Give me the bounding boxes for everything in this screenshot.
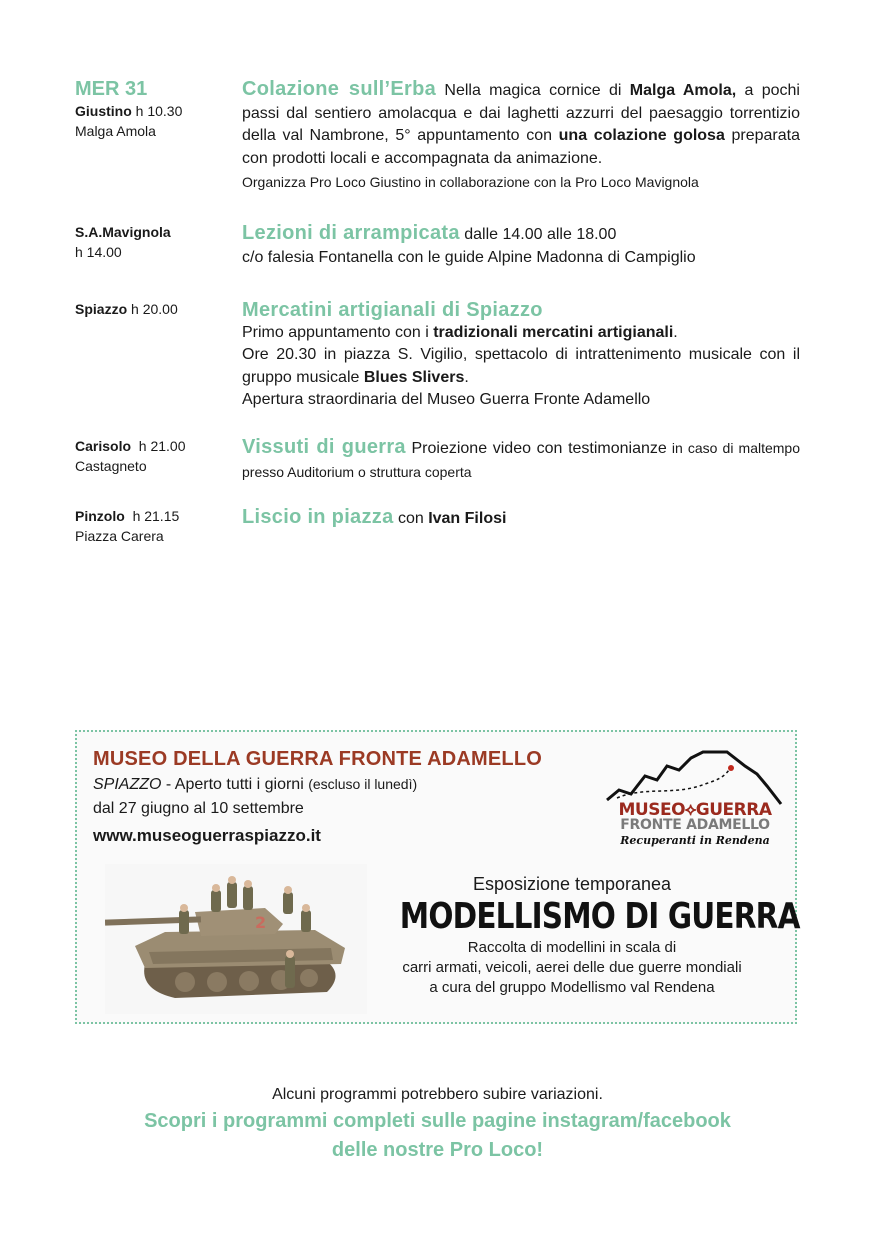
event-location: Giustino [75, 103, 132, 119]
museum-website-link[interactable]: www.museoguerraspiazzo.it [93, 826, 321, 845]
event-desc: con [393, 510, 429, 527]
exhibition-info [362, 872, 800, 998]
event-time: h 21.00 [138, 438, 186, 454]
event-desc-bold: Malga Amola, [629, 82, 737, 99]
event-title: Liscio in piazza [242, 506, 394, 528]
event-body [242, 299, 800, 412]
footer-cta-line: Scopri i programmi completi sulle pagine instagram/facebook [144, 1110, 731, 1132]
event-band: Blues Slivers [363, 368, 465, 386]
exhibition-desc-line: a cura del gruppo Modellismo val Rendena [429, 979, 715, 996]
museum-place: SPIAZZO [93, 776, 162, 793]
event-location: Carisolo [75, 438, 132, 454]
event-hours: dalle 14.00 alle 18.00 [459, 226, 617, 243]
event-location: Pinzolo [75, 508, 125, 524]
svg-text:2: 2 [255, 913, 267, 932]
event-venue: Malga Amola [75, 123, 156, 139]
footer [0, 1083, 875, 1165]
museum-title: MUSEO DELLA GUERRA FRONTE ADAMELLO [93, 748, 543, 770]
event-meta [75, 78, 235, 141]
mountain-icon [605, 748, 785, 808]
event-desc-bold: tradizionali mercatini artigianali [433, 323, 674, 341]
event-meta [75, 436, 235, 476]
museum-opening [93, 776, 417, 794]
event-time: h 21.15 [132, 508, 180, 524]
logo-title: MUSEO⟡GUERRA [618, 800, 772, 820]
event-desc: a pochi passi dal sentiero amolacqua e dai laghetti azzurri del paesaggio torrentizio della val Nambrone, 5° appuntamento con [242, 82, 800, 144]
exhibition-desc-line: carri armati, veicoli, aerei delle due guerre mondiali [402, 959, 742, 976]
tank-model-image [105, 864, 367, 1014]
event-desc: Nella magica cornice di [436, 82, 630, 99]
event-meta [75, 506, 235, 546]
museum-promo-box [75, 730, 800, 1024]
event-venue: Piazza Carera [75, 528, 164, 544]
event-body [242, 436, 800, 484]
event-desc: Apertura straordinaria del Museo Guerra Fronte Adamello [242, 391, 651, 408]
event-desc: Proiezione video con testimonianze [405, 440, 667, 457]
exhibition-desc-line: Raccolta di modellini in scala di [467, 939, 677, 956]
event-desc: . [673, 323, 678, 341]
event-time: h 10.30 [135, 103, 183, 119]
event-desc: Primo appuntamento con i [242, 323, 434, 341]
footer-disclaimer: Alcuni programmi potrebbero subire variazioni. [272, 1086, 603, 1103]
event-location: S.A.Mavignola [75, 224, 171, 240]
event-desc: c/o falesia Fontanella con le guide Alpine Madonna di Campiglio [242, 248, 696, 266]
event-time: h 14.00 [75, 244, 122, 260]
event-body [242, 78, 800, 194]
museum-logo [605, 748, 785, 852]
event-note: in caso di maltempo presso Auditorium o struttura coperta [242, 440, 800, 480]
event-venue: Castagneto [75, 458, 147, 474]
museum-open-text: - Aperto tutti i giorni [161, 776, 309, 793]
event-meta [75, 222, 235, 262]
museum-dates: dal 27 giugno al 10 settembre [93, 800, 304, 817]
event-body [242, 506, 800, 531]
event-title: Colazione sull’Erba [242, 78, 437, 100]
logo-tagline: Recuperanti in Rendena [620, 834, 770, 847]
event-organizer-note: Organizza Pro Loco Giustino in collaborazione con la Pro Loco Mavignola [242, 174, 699, 190]
event-title: Mercatini artigianali di Spiazzo [242, 299, 543, 321]
event-desc: Ore 20.30 in piazza S. Vigilio, spettacolo di intrattenimento musicale con il gruppo musicale [242, 346, 800, 386]
exhibition-title: MODELLISMO DI GUERRA [399, 896, 800, 937]
logo-subtitle: FRONTE ADAMELLO [620, 817, 770, 833]
event-body [242, 222, 800, 269]
event-time: h 20.00 [131, 301, 178, 317]
event-desc: . [464, 368, 469, 386]
event-performer: Ivan Filosi [428, 510, 507, 527]
event-day: MER 31 [75, 78, 148, 100]
event-meta [75, 299, 235, 319]
event-desc-bold: una colazione golosa [558, 127, 725, 144]
museum-open-note: (escluso il lunedì) [308, 776, 418, 792]
event-title: Lezioni di arrampicata [242, 222, 460, 244]
event-location: Spiazzo [75, 301, 128, 317]
event-title: Vissuti di guerra [242, 436, 406, 458]
footer-cta-line: delle nostre Pro Loco! [331, 1139, 544, 1161]
event-desc: preparata con prodotti locali e accompagnata da animazione. [242, 127, 800, 167]
exhibition-subtitle: Esposizione temporanea [472, 874, 672, 894]
